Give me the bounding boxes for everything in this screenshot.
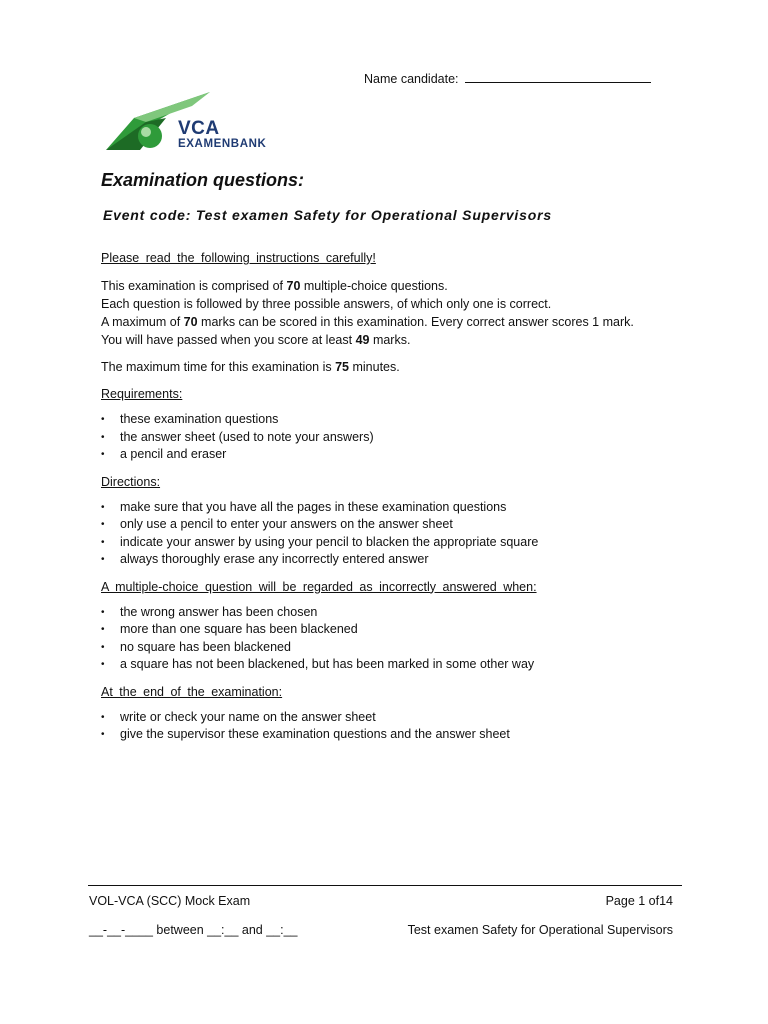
incorrect-list: [101, 604, 681, 674]
list-item: [101, 534, 681, 552]
bullet-icon: •: [101, 624, 105, 635]
requirements-list: [101, 411, 681, 464]
list-item: [101, 621, 681, 639]
bullet-icon: •: [101, 449, 105, 460]
list-item: [101, 726, 681, 744]
intro-line-4: You will have passed when you score at least 49 marks.: [101, 333, 411, 347]
list-item: [101, 429, 681, 447]
end-list: [101, 709, 681, 744]
logo-brand: VCA: [178, 118, 220, 139]
list-item-text: indicate your answer by using your pencil to blacken the appropriate square: [120, 534, 539, 549]
vca-examenbank-logo: [106, 88, 276, 154]
event-code: Event code: Test examen Safety for Operational Supervisors: [103, 207, 552, 223]
logo-subtitle: EXAMENBANK: [178, 138, 267, 150]
list-item: [101, 604, 681, 622]
bullet-icon: •: [101, 519, 105, 530]
bullet-icon: •: [101, 659, 105, 670]
bullet-icon: •: [101, 554, 105, 565]
list-item-text: always thoroughly erase any incorrectly entered answer: [120, 552, 429, 566]
list-item-text: write or check your name on the answer sheet: [120, 709, 376, 724]
list-item: [101, 411, 681, 429]
instructions-heading: Please read the following instructions carefully!: [101, 251, 376, 265]
list-item-text: a square has not been blackened, but has been marked in some other way: [120, 657, 535, 671]
footer-divider: [88, 885, 682, 886]
bullet-icon: •: [101, 431, 105, 443]
requirements-heading: Requirements:: [101, 387, 183, 401]
list-item-text: the answer sheet (used to note your answers): [120, 429, 374, 444]
list-item-text: no square has been blackened: [120, 639, 291, 654]
directions-list: [101, 499, 681, 569]
list-item: [101, 516, 681, 534]
footer-exam-title: Test examen Safety for Operational Supervisors: [407, 923, 673, 937]
max-time-line: The maximum time for this examination is 75 minutes.: [101, 360, 400, 374]
incorrect-heading: A multiple-choice question will be regarded as incorrectly answered when:: [101, 579, 537, 594]
list-item: [101, 446, 681, 464]
bullet-icon: •: [101, 641, 105, 653]
list-item-text: make sure that you have all the pages in these examination questions: [120, 499, 507, 514]
list-item-text: these examination questions: [120, 412, 279, 426]
list-item-text: give the supervisor these examination questions and the answer sheet: [120, 727, 510, 741]
list-item: [101, 656, 681, 674]
footer-date-time: __-__-____ between __:__ and __:__: [89, 923, 298, 937]
name-candidate-field: [364, 70, 651, 86]
bullet-icon: •: [101, 536, 105, 548]
list-item: [101, 499, 681, 517]
directions-heading: Directions:: [101, 474, 161, 489]
page-title: Examination questions:: [101, 170, 305, 190]
intro-line-2: Each question is followed by three possible answers, of which only one is correct.: [101, 297, 552, 311]
list-item: [101, 551, 681, 569]
intro-line-3: A maximum of 70 marks can be scored in this examination. Every correct answer scores 1 mark.: [101, 315, 634, 329]
bullet-icon: •: [101, 711, 105, 723]
list-item: [101, 639, 681, 657]
list-item-text: the wrong answer has been chosen: [120, 604, 318, 619]
list-item-text: only use a pencil to enter your answers on the answer sheet: [120, 517, 453, 531]
list-item: [101, 709, 681, 727]
list-item-text: a pencil and eraser: [120, 447, 227, 461]
bullet-icon: •: [101, 606, 105, 618]
bullet-icon: •: [101, 729, 105, 740]
list-item-text: more than one square has been blackened: [120, 622, 358, 636]
name-candidate-blank: [465, 70, 651, 83]
intro-line-1: This examination is comprised of 70 multiple-choice questions.: [101, 279, 448, 293]
instructions-body: [101, 249, 681, 744]
footer-page-number: Page 1 of14: [605, 894, 673, 908]
intro-block: [101, 277, 681, 349]
bullet-icon: •: [101, 414, 105, 425]
bullet-icon: •: [101, 501, 105, 513]
end-heading: At the end of the examination:: [101, 684, 283, 699]
name-candidate-label: Name candidate:: [364, 72, 459, 86]
footer-exam-name: VOL-VCA (SCC) Mock Exam: [89, 894, 251, 908]
